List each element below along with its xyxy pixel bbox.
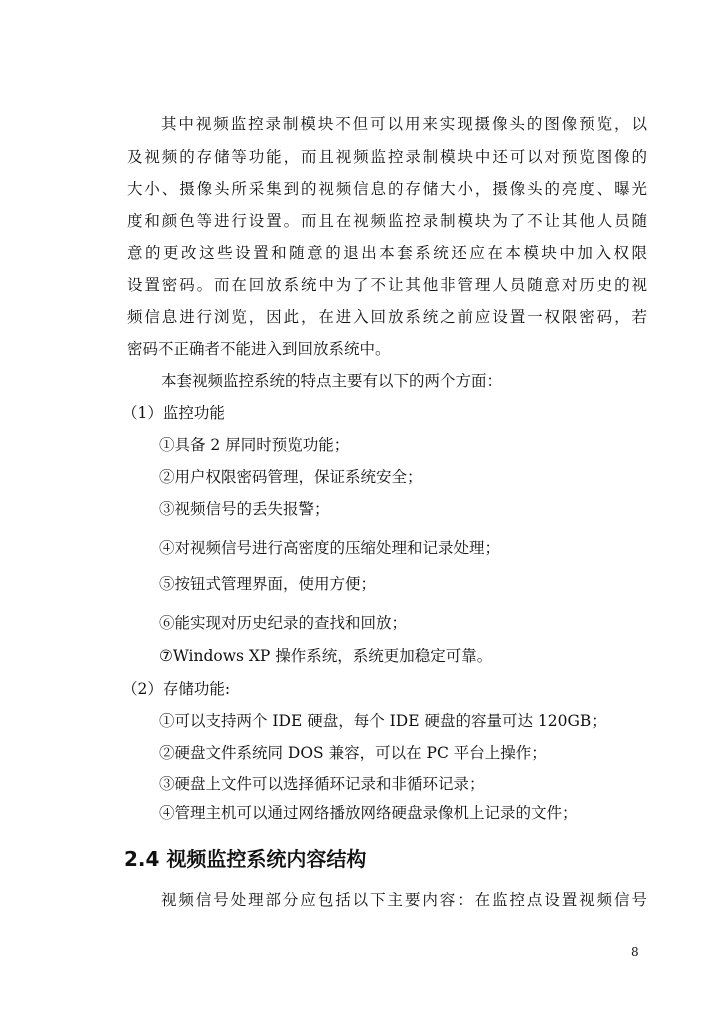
- page-number: 8: [631, 945, 639, 959]
- list-item: ①具备 2 屏同时预览功能；: [159, 436, 350, 454]
- paragraph-line: 其中视频监控录制模块不但可以用来实现摄像头的图像预览，以: [161, 115, 647, 133]
- list-item: ④对视频信号进行高密度的压缩处理和记录处理；: [159, 539, 501, 557]
- paragraph-line: 视频信号处理部分应包括以下主要内容：在监控点设置视频信号: [161, 891, 647, 909]
- section-1-title: （1）监控功能: [122, 404, 225, 422]
- paragraph-line: 意的更改这些设置和随意的退出本套系统还应在本模块中加入权限: [127, 244, 647, 262]
- paragraph-line: 密码不正确者不能进入到回放系统中。: [127, 340, 391, 358]
- list-item: ⑥能实现对历史纪录的查找和回放；: [159, 614, 408, 632]
- list-item: ②用户权限密码管理，保证系统安全；: [159, 468, 423, 486]
- list-item: ④管理主机可以通过网络播放网络硬盘录像机上记录的文件；: [159, 804, 578, 822]
- paragraph-line: 大小、摄像头所采集到的视频信息的存储大小，摄像头的亮度、曝光: [127, 180, 647, 198]
- section-heading: 2.4 视频监控系统内容结构: [124, 847, 367, 871]
- paragraph-line: 度和颜色等进行设置。而且在视频监控录制模块为了不让其他人员随: [127, 212, 647, 230]
- list-item: ⑦Windows XP 操作系统，系统更加稳定可靠。: [159, 647, 493, 665]
- list-item: ③视频信号的丢失报警；: [159, 500, 330, 518]
- intro-line: 本套视频监控系统的特点主要有以下的两个方面：: [161, 372, 503, 390]
- list-item: ②硬盘文件系统同 DOS 兼容，可以在 PC 平台上操作；: [159, 744, 547, 762]
- section-2-title: （2）存储功能:: [122, 680, 231, 698]
- paragraph-line: 设置密码。而在回放系统中为了不让其他非管理人员随意对历史的视: [127, 276, 647, 294]
- list-item: ⑤按钮式管理界面，使用方便；: [159, 575, 377, 593]
- list-item: ③硬盘上文件可以选择循环记录和非循环记录；: [159, 775, 485, 793]
- paragraph-line: 频信息进行浏览，因此，在进入回放系统之前应设置一权限密码，若: [127, 308, 647, 326]
- paragraph-line: 及视频的存储等功能，而且视频监控录制模块中还可以对预览图像的: [127, 148, 647, 166]
- list-item: ①可以支持两个 IDE 硬盘，每个 IDE 硬盘的容量可达 120GB；: [159, 712, 607, 730]
